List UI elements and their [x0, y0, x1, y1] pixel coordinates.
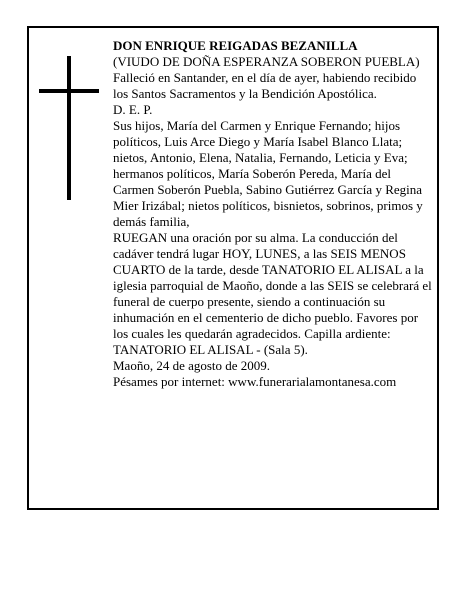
funeral-details: RUEGAN una oración por su alma. La conducción del cadáver tendrá lugar HOY, LUNES, a las SEIS MENOS CUARTO de la tarde, desde TANATORIO EL ALISAL a la iglesia parroquial de Maoño, donde a las SEIS se celebrará el funeral de cuerpo presente, siendo a continuación su inhumación en el cementerio de dicho pueblo. Favores por los cuales les quedarán agradecidos. Capilla ardiente: TANATORIO EL ALISAL - (Sala 5). — [113, 230, 432, 357]
obituary-notice — [27, 26, 439, 510]
cross-vertical-bar — [67, 56, 71, 200]
widow-of: (VIUDO DE DOÑA ESPERANZA SOBERON PUEBLA) — [113, 54, 420, 69]
rest-in-peace: D. E. P. — [113, 102, 153, 117]
place-date: Maoño, 24 de agosto de 2009. — [113, 358, 271, 373]
deceased-name: DON ENRIQUE REIGADAS BEZANILLA — [113, 38, 358, 53]
cross-horizontal-bar — [39, 89, 99, 93]
death-statement: Falleció en Santander, en el día de ayer, habiendo recibido los Santos Sacramentos y la Bendición Apostólica. — [113, 70, 417, 101]
condolences-line: Pésames por internet: www.funerarialamontanesa.com — [113, 374, 397, 389]
obituary-text — [113, 38, 433, 390]
latin-cross-icon — [39, 56, 99, 200]
family-list: Sus hijos, María del Carmen y Enrique Fernando; hijos políticos, Luis Arce Diego y María Isabel Blanco Llata; nietos, Antonio, Elena, Natalia, Fernando, Leticia y Eva; hermanos políticos, María Soberón Pereda, María del Carmen Soberón Puebla, Sabino Gutiérrez García y Regina Mier Irizábal; nietos políticos, bisnietos, sobrinos, primos y demás familia, — [113, 118, 423, 229]
